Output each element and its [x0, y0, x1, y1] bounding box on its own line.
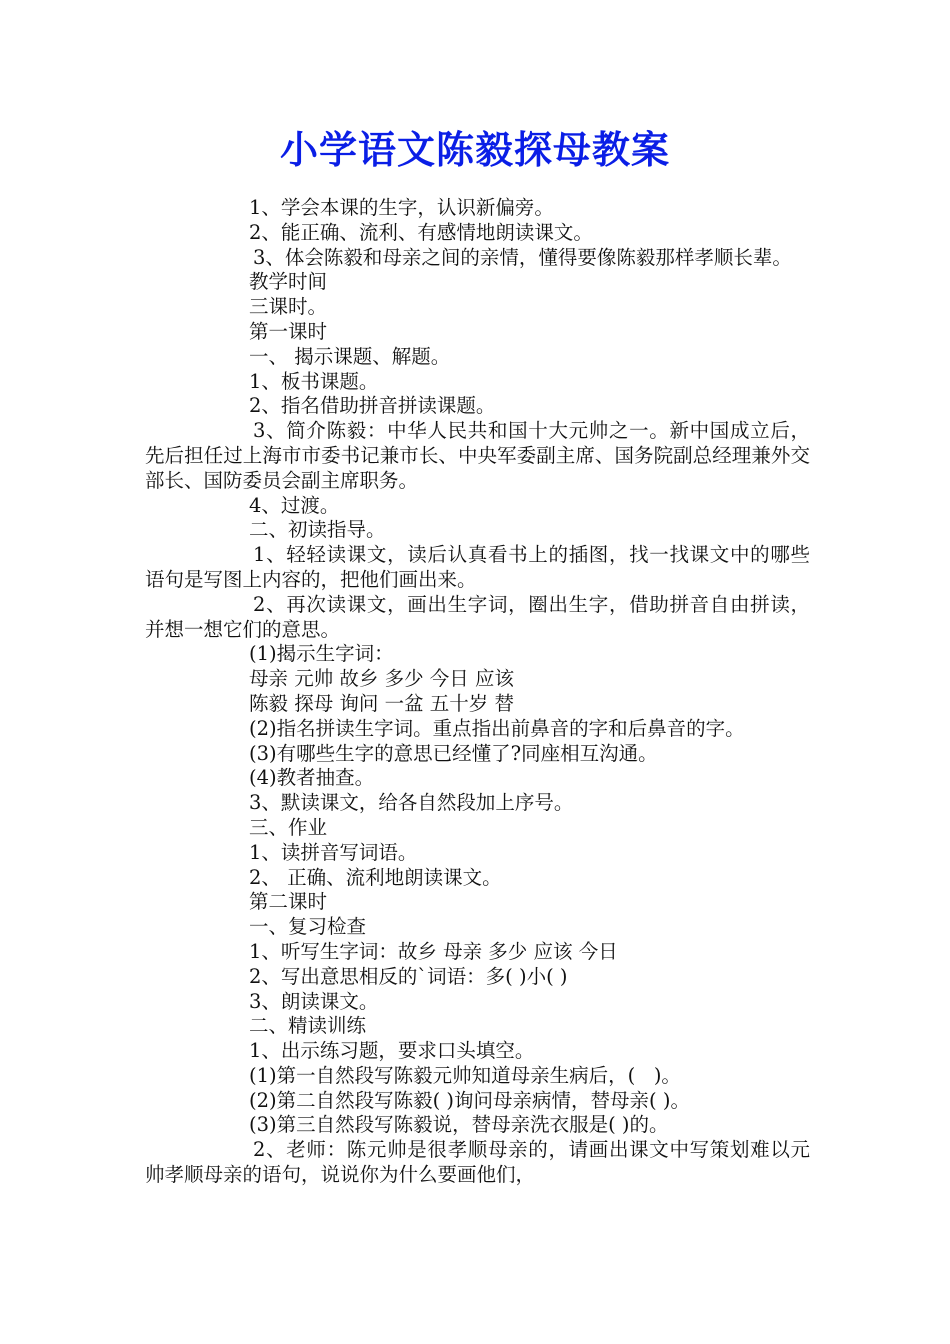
paragraph: 2、再次读课文，画出生字词，圈出生字，借助拼音自由拼读，并想一想它们的意思。	[145, 592, 810, 641]
paragraph: 二、精读训练	[249, 1014, 367, 1038]
paragraph: (1)揭示生字词：	[249, 642, 394, 666]
paragraph: 陈毅 探母 询问 一盆 五十岁 替	[249, 691, 514, 715]
paragraph: 第一课时	[249, 319, 328, 343]
paragraph: 1、轻轻读课文，读后认真看书上的插图，找一找课文中的哪些语句是写图上内容的，把他们画出来。	[145, 543, 810, 591]
document-title: 小学语文陈毅探母教案	[279, 127, 670, 172]
paragraph: 1、读拼音写词语。	[249, 840, 418, 864]
paragraph: 2、 正确、流利地朗读课文。	[249, 865, 502, 889]
paragraph: 2、指名借助拼音拼读课题。	[249, 394, 496, 418]
paragraph: 1、板书课题。	[249, 369, 379, 393]
paragraph: (3)有哪些生字的意思已经懂了?同座相互沟通。	[249, 741, 658, 765]
paragraph: 第二课时	[249, 890, 328, 914]
paragraph: 3、简介陈毅：中华人民共和国十大元帅之一。新中国成立后，先后担任过上海市市委书记兼市长、中央军委副主席、国务院副总经理兼外交部长、国防委员会副主席职务。	[145, 419, 810, 492]
paragraph: 3、朗读课文。	[249, 989, 379, 1013]
paragraph: 3、体会陈毅和母亲之间的亲情，懂得要像陈毅那样孝顺长辈。	[253, 245, 792, 269]
paragraph: 4、过渡。	[249, 493, 340, 517]
paragraph: 1、听写生字词：故乡 母亲 多少 应该 今日	[249, 939, 618, 963]
document-body	[145, 196, 810, 1188]
paragraph: 2、写出意思相反的`词语：多( )小( )	[249, 964, 568, 988]
paragraph: 2、老师：陈元帅是很孝顺母亲的，请画出课文中写策划难以元帅孝顺母亲的语句，说说你为什么要画他们，	[145, 1138, 810, 1187]
paragraph: 一、 揭示课题、解题。	[249, 344, 451, 368]
paragraph: 母亲 元帅 故乡 多少 今日 应该	[249, 667, 514, 691]
paragraph: 二、初读指导。	[249, 518, 386, 542]
paragraph: 教学时间	[249, 270, 328, 294]
paragraph: 1、学会本课的生字，认识新偏旁。	[249, 196, 554, 219]
paragraph: 3、默读课文，给各自然段加上序号。	[249, 791, 574, 815]
paragraph: 2、能正确、流利、有感情地朗读课文。	[249, 220, 593, 244]
paragraph: 三课时。	[249, 295, 328, 319]
paragraph: 1、出示练习题，要求口头填空。	[249, 1039, 535, 1063]
paragraph: (3)第三自然段写陈毅说，替母亲洗衣服是( )的。	[249, 1113, 669, 1137]
paragraph: 一、复习检查	[249, 915, 367, 939]
paragraph: 三、作业	[249, 815, 328, 839]
paragraph: (2)指名拼读生字词。重点指出前鼻音的字和后鼻音的字。	[249, 716, 745, 740]
paragraph: (4)教者抽查。	[249, 766, 375, 790]
paragraph: (2)第二自然段写陈毅( )询问母亲病情，替母亲( )。	[249, 1088, 690, 1112]
paragraph: (1)第一自然段写陈毅元帅知道母亲生病后，( )。	[249, 1063, 681, 1087]
